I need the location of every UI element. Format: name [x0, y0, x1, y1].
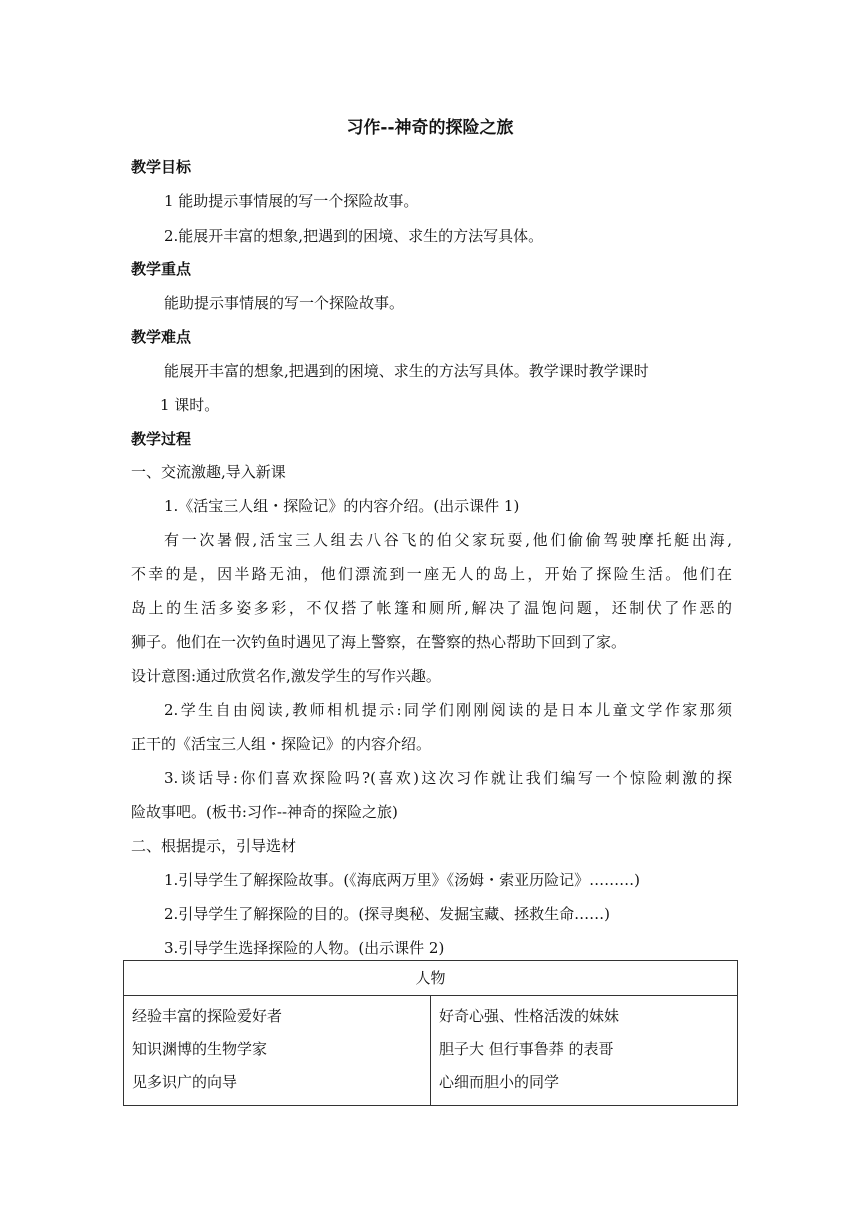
story-line-2: 不幸的是，因半路无油，他们漂流到一座无人的岛上，开始了探险生活。他们在: [131, 565, 732, 583]
difficulty-line-2: 1 课时。: [160, 396, 220, 414]
list-item: 好奇心强、性格活泼的妹妹: [439, 1007, 620, 1025]
process-heading: 教学过程: [131, 430, 192, 448]
key-point-text: 能助提示事情展的写一个探险故事。: [164, 294, 405, 312]
list-item: 经验丰富的探险爱好者: [132, 1007, 283, 1025]
story-line-3: 岛上的生活多姿多彩，不仅搭了帐篷和厕所,解决了温饱问题，还制伏了作恶的: [131, 599, 732, 617]
table-header: 人物: [124, 961, 738, 996]
section-1-paragraph-1: 1.《活宝三人组・探险记》的内容介绍。(出示课件 1): [164, 497, 520, 515]
story-line-1: 有一次暑假,活宝三人组去八谷飞的伯父家玩耍,他们偷偷驾驶摩托艇出海,: [164, 531, 732, 549]
section-1-title: 一、交流激趣,导入新课: [131, 463, 286, 481]
goal-item-2: 2.能展开丰富的想象,把遇到的困境、求生的方法写具体。: [164, 227, 544, 245]
list-item: 知识渊博的生物学家: [132, 1040, 268, 1058]
list-item: 心细而胆小的同学: [439, 1073, 560, 1091]
goals-heading: 教学目标: [131, 158, 192, 176]
goal-item-1: 1 能助提示事情展的写一个探险故事。: [164, 192, 419, 210]
key-point-heading: 教学重点: [131, 260, 192, 278]
list-item: 见多识广的向导: [132, 1073, 238, 1091]
section-1-paragraph-3-line-2: 险故事吧。(板书:习作--神奇的探险之旅): [131, 803, 398, 821]
section-1-paragraph-2-line-1: 2.学生自由阅读,教师相机提示:同学们刚刚阅读的是日本儿童文学作家那须: [164, 701, 732, 719]
difficulty-heading: 教学难点: [131, 328, 192, 346]
document-title: 习作--神奇的探险之旅: [346, 118, 514, 138]
section-2-paragraph-2: 2.引导学生了解探险的目的。(探寻奥秘、发掘宝藏、拯救生命……): [164, 905, 611, 923]
table-right-column: [431, 996, 738, 1106]
table-header-row: [124, 961, 738, 996]
difficulty-line-1: 能展开丰富的想象,把遇到的困境、求生的方法写具体。教学课时教学课时: [164, 362, 649, 380]
section-1-paragraph-3-line-1: 3.谈话导:你们喜欢探险吗?(喜欢)这次习作就让我们编写一个惊险刺激的探: [164, 769, 732, 787]
list-item: 胆子大 但行事鲁莽 的表哥: [439, 1040, 614, 1058]
section-1-paragraph-2-line-2: 正干的《活宝三人组・探险记》的内容介绍。: [131, 735, 432, 753]
story-line-4: 狮子。他们在一次钓鱼时遇见了海上警察，在警察的热心帮助下回到了家。: [131, 633, 627, 651]
section-2-paragraph-3: 3.引导学生选择探险的人物。(出示课件 2): [164, 939, 445, 957]
characters-table: [123, 960, 738, 1106]
section-2-paragraph-1: 1.引导学生了解探险故事。(《海底两万里》《汤姆・索亚历险记》………): [164, 871, 641, 889]
table-left-column: [124, 996, 431, 1106]
table-row: [124, 996, 738, 1106]
design-intent: 设计意图:通过欣赏名作,激发学生的写作兴趣。: [131, 667, 441, 685]
section-2-title: 二、根据提示，引导选材: [131, 837, 297, 855]
